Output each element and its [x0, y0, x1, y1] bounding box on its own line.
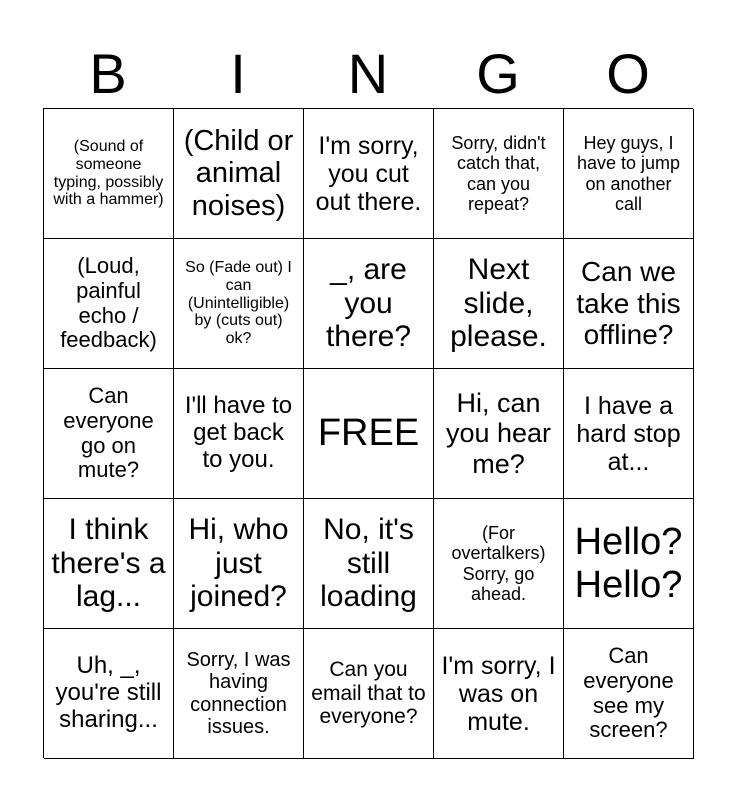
- cell-text: Can you email that to everyone?: [311, 658, 426, 729]
- cell-text: Sorry, I was having connection issues.: [186, 648, 291, 738]
- cell-text: Sorry, didn't catch that, can you repeat?: [451, 133, 546, 214]
- bingo-cell-r3-c2[interactable]: [174, 369, 304, 499]
- bingo-cell-r3-c3[interactable]: [304, 369, 434, 499]
- bingo-cell-r5-c1[interactable]: [44, 629, 174, 759]
- cell-text: Can everyone see my screen?: [583, 643, 674, 743]
- bingo-cell-r4-c5[interactable]: [564, 499, 694, 629]
- bingo-cell-r1-c2[interactable]: [174, 109, 304, 239]
- cell-text: So (Fade out) I can (Unintelligible) by (cuts out) ok?: [185, 258, 292, 348]
- cell-text: Can we take this offline?: [576, 256, 681, 351]
- cell-text: (Child or animal noises): [183, 124, 294, 222]
- bingo-cell-r5-c3[interactable]: [304, 629, 434, 759]
- cell-text: I'm sorry, you cut out there.: [315, 131, 422, 216]
- cell-text: Hi, can you hear me?: [445, 388, 552, 479]
- header-letter-i: I: [230, 42, 246, 105]
- bingo-cell-r3-c1[interactable]: [44, 369, 174, 499]
- cell-text: I think there's a lag...: [51, 513, 166, 614]
- cell-text: I'll have to get back to you.: [184, 392, 293, 473]
- bingo-cell-r2-c2[interactable]: [174, 239, 304, 369]
- header-letter-b: B: [89, 42, 127, 105]
- bingo-cell-r4-c3[interactable]: [304, 499, 434, 629]
- bingo-cell-r3-c4[interactable]: [434, 369, 564, 499]
- bingo-cell-r2-c1[interactable]: [44, 239, 174, 369]
- bingo-cell-r1-c5[interactable]: [564, 109, 694, 239]
- cell-text: Uh, _, you're still sharing...: [55, 652, 162, 733]
- bingo-cell-r4-c4[interactable]: [434, 499, 564, 629]
- header-letter-o: O: [606, 42, 650, 105]
- header-letter-g: G: [476, 42, 520, 105]
- header-letter-n: N: [347, 42, 389, 105]
- cell-text: (For overtalkers) Sorry, go ahead.: [451, 523, 546, 604]
- bingo-cell-r2-c4[interactable]: [434, 239, 564, 369]
- bingo-cell-r5-c5[interactable]: [564, 629, 694, 759]
- cell-text: _, are you there?: [325, 253, 412, 354]
- cell-text: (Loud, painful echo / feedback): [60, 253, 157, 353]
- free-space: FREE: [317, 412, 420, 455]
- bingo-cell-r5-c4[interactable]: [434, 629, 564, 759]
- bingo-card-grid: [43, 108, 693, 758]
- cell-text: I'm sorry, I was on mute.: [441, 651, 556, 736]
- bingo-header: [43, 40, 693, 108]
- cell-text: (Sound of someone typing, possibly with a hammer): [53, 137, 164, 209]
- cell-text: No, it's still loading: [320, 513, 417, 614]
- cell-text: Hi, who just joined?: [188, 513, 289, 614]
- bingo-cell-r3-c5[interactable]: [564, 369, 694, 499]
- bingo-cell-r2-c5[interactable]: [564, 239, 694, 369]
- cell-text: Can everyone go on mute?: [63, 383, 154, 483]
- bingo-cell-r1-c4[interactable]: [434, 109, 564, 239]
- bingo-cell-r1-c1[interactable]: [44, 109, 174, 239]
- cell-text: I have a hard stop at...: [576, 391, 681, 476]
- bingo-cell-r4-c2[interactable]: [174, 499, 304, 629]
- cell-text: Hello? Hello?: [574, 520, 683, 606]
- bingo-cell-r2-c3[interactable]: [304, 239, 434, 369]
- cell-text: Hey guys, I have to jump on another call: [576, 133, 681, 214]
- cell-text: Next slide, please.: [450, 253, 547, 354]
- bingo-cell-r4-c1[interactable]: [44, 499, 174, 629]
- bingo-cell-r5-c2[interactable]: [174, 629, 304, 759]
- bingo-cell-r1-c3[interactable]: [304, 109, 434, 239]
